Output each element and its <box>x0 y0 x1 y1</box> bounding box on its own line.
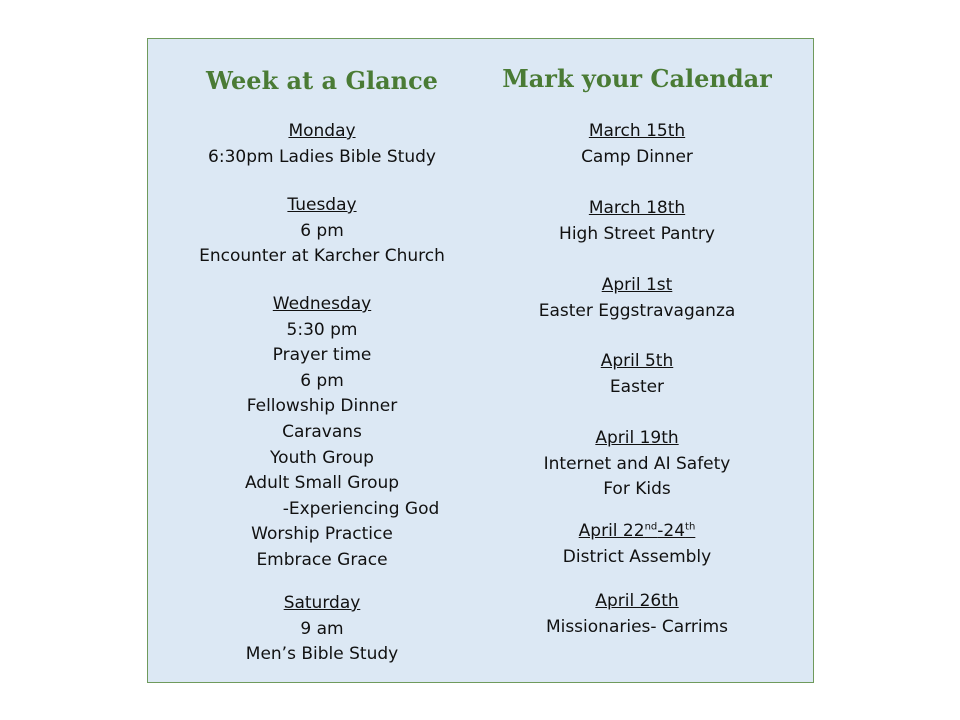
monday-block <box>148 119 496 170</box>
date-text: -24 <box>657 521 686 541</box>
event-name: Internet and AI Safety <box>543 453 731 474</box>
date-text: April 22 <box>578 521 645 541</box>
event-line: Worship Practice <box>251 524 393 545</box>
day-label-tuesday: Tuesday <box>287 195 357 215</box>
calendar-event <box>496 196 778 247</box>
event-date: March 18th <box>588 198 686 218</box>
tuesday-block <box>148 193 496 270</box>
event-line-indented: -Experiencing God <box>282 498 440 519</box>
day-label-wednesday: Wednesday <box>272 294 372 314</box>
event-name: High Street Pantry <box>559 223 715 244</box>
event-date: April 19th <box>595 428 679 448</box>
calendar-event <box>496 589 778 640</box>
event-date: April 1st <box>601 275 673 295</box>
event-line: 6 pm <box>300 220 344 241</box>
event-date: April 26th <box>595 591 679 611</box>
calendar-event <box>496 273 778 324</box>
event-line: Encounter at Karcher Church <box>199 246 445 267</box>
day-label-saturday: Saturday <box>283 593 361 613</box>
event-line: Embrace Grace <box>256 549 388 570</box>
calendar-event <box>496 119 778 170</box>
mark-your-calendar-title: Mark your Calendar <box>502 64 772 93</box>
event-line: Prayer time <box>272 345 372 366</box>
event-line: Fellowship Dinner <box>246 396 398 417</box>
event-date: March 15th <box>588 121 686 141</box>
event-date: April 5th <box>600 351 674 371</box>
event-date <box>496 519 778 545</box>
event-line: Adult Small Group <box>244 473 400 494</box>
event-line: 5:30 pm <box>286 319 358 340</box>
event-name: District Assembly <box>562 546 712 567</box>
day-label-monday: Monday <box>288 121 356 141</box>
event-line: 6:30pm Ladies Bible Study <box>208 146 436 167</box>
event-line: 6 pm <box>300 370 344 391</box>
event-name: Easter <box>609 376 665 397</box>
event-name: Missionaries- Carrims <box>545 616 729 637</box>
week-at-a-glance-title: Week at a Glance <box>206 66 438 95</box>
event-line: Men’s Bible Study <box>245 644 399 665</box>
event-name: For Kids <box>603 479 671 500</box>
schedule-panel <box>147 38 814 683</box>
date-suffix: nd <box>644 521 658 533</box>
calendar-event <box>496 426 778 503</box>
calendar-event <box>496 349 778 400</box>
saturday-block <box>148 591 496 668</box>
calendar-event <box>496 519 778 570</box>
event-line: Caravans <box>282 421 362 442</box>
wednesday-block <box>148 292 496 574</box>
event-name: Camp Dinner <box>581 146 693 167</box>
event-line: Youth Group <box>270 447 374 468</box>
event-name: Easter Eggstravaganza <box>538 300 736 321</box>
date-suffix: th <box>685 521 696 533</box>
event-line: 9 am <box>300 618 344 639</box>
